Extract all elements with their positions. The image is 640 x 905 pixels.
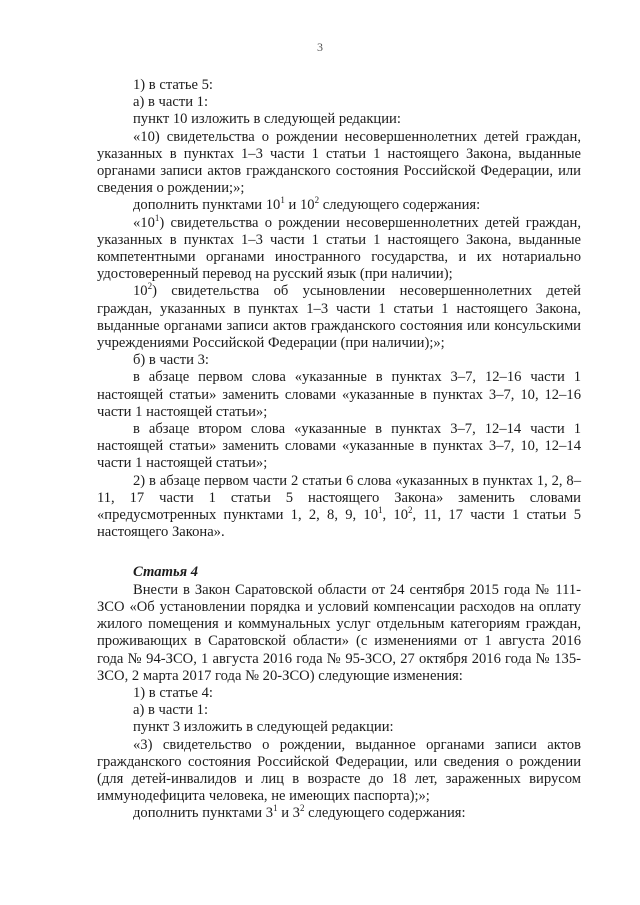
page-number: 3 (317, 40, 323, 54)
article-paragraph-1: Внести в Закон Саратовской области от 24 сентября 2015 года № 111-ЗСО «Об установлении порядка и условий компенсации расходов на оплату жилого помещения и коммунальных услуг отдельным категориям граждан, проживающих в Саратовской области» (с изменениями от 1 августа 2016 года № 94-ЗСО, 1 августа 2016 года № 95-ЗСО, 27 октября 2016 года № 135-ЗСО, 2 марта 2017 года № 20-ЗСО) следующие изменения: (97, 581, 581, 684)
paragraph-6: «$10^1$) свидетельства о рождении несовершеннолетних детей граждан, указанных в пунктах 1–3 части 1 статьи 1 настоящего Закона, выданные компетентными органами иностранного государства, и их нотариально удостоверенный перевод на русский язык (при наличии); (97, 212, 581, 283)
paragraph-1: 1) в статье 5: (133, 77, 213, 93)
superscript: 1 (378, 505, 383, 516)
paragraph-8: б) в части 3: (133, 352, 209, 369)
superscript: 1 (273, 803, 278, 814)
article-heading: Статья 4 (133, 564, 199, 581)
paragraph-3: пункт 10 изложить в следующей редакции: (133, 111, 401, 128)
superscript: 2 (408, 505, 413, 516)
paragraph-10: в абзаце втором слова «указанные в пунктах 3–7, 12–14 части 1 настоящей статьи» заменить словами «указанные в пунктах 3–7, 10, 12–14 части 1 настоящей статьи»; (97, 421, 581, 472)
article-paragraph-2: 1) в статье 4: (133, 684, 213, 701)
article-paragraph-3: а) в части 1: (133, 702, 209, 719)
paragraph-4: «10) свидетельства о рождении несовершеннолетних детей граждан, указанных в пунктах 1–3 части 1 статьи 1 настоящего Закона, выданные органами записи актов гражданского состояния Российской Федерации, или сведения о рождении;»; (97, 128, 581, 197)
document-body (97, 77, 581, 823)
paragraph-7: $10^2$) свидетельства об усыновлении несовершеннолетних детей граждан, указанных в пунктах 1–3 части 1 статьи 1 настоящего Закона, выданные органами записи актов гражданского состояния или консульскими учреждениями Российской Федерации (при наличии);»; (97, 281, 581, 352)
superscript: 2 (299, 803, 305, 814)
paragraph-9: в абзаце первом слова «указанные в пунктах 3–7, 12–16 части 1 настоящей статьи» заменить словами «указанные в пунктах 3–7, 10, 12–16 части 1 настоящей статьи»; (97, 369, 581, 420)
superscript: 1 (280, 195, 285, 206)
paragraph-2: а) в части 1: (133, 94, 209, 111)
article-paragraph-5: «3) свидетельство о рождении, выданное органами записи актов гражданского состояния Российской Федерации, или сведения о рождении (для детей-инвалидов и лиц в возрасте до 18 лет, зараженных вирусом иммунодефицита человека, не имеющих паспорта);»; (97, 736, 581, 805)
paragraph-11: 2) в абзаце первом части 2 статьи 6 слова «указанных в пунктах 1, 2, 8–11, 17 части 1 статьи 5 настоящего Закона» заменить словами «предусмотренных пунктами 1, 2, 8, 9, $10^1$, $10^2$, 11, 17 части 1 статьи 5 настоящего Закона». (97, 472, 582, 541)
article-paragraph-6: дополнить пунктами $3^1$ и $3^2$ следующего содержания: (133, 803, 466, 822)
article-paragraph-4: пункт 3 изложить в следующей редакции: (133, 719, 394, 736)
superscript: 2 (314, 195, 320, 206)
superscript: 1 (154, 212, 160, 223)
paragraph-5: дополнить пунктами $10^1$ и $10^2$ следующего содержания: (133, 195, 481, 214)
superscript: 2 (147, 281, 153, 292)
